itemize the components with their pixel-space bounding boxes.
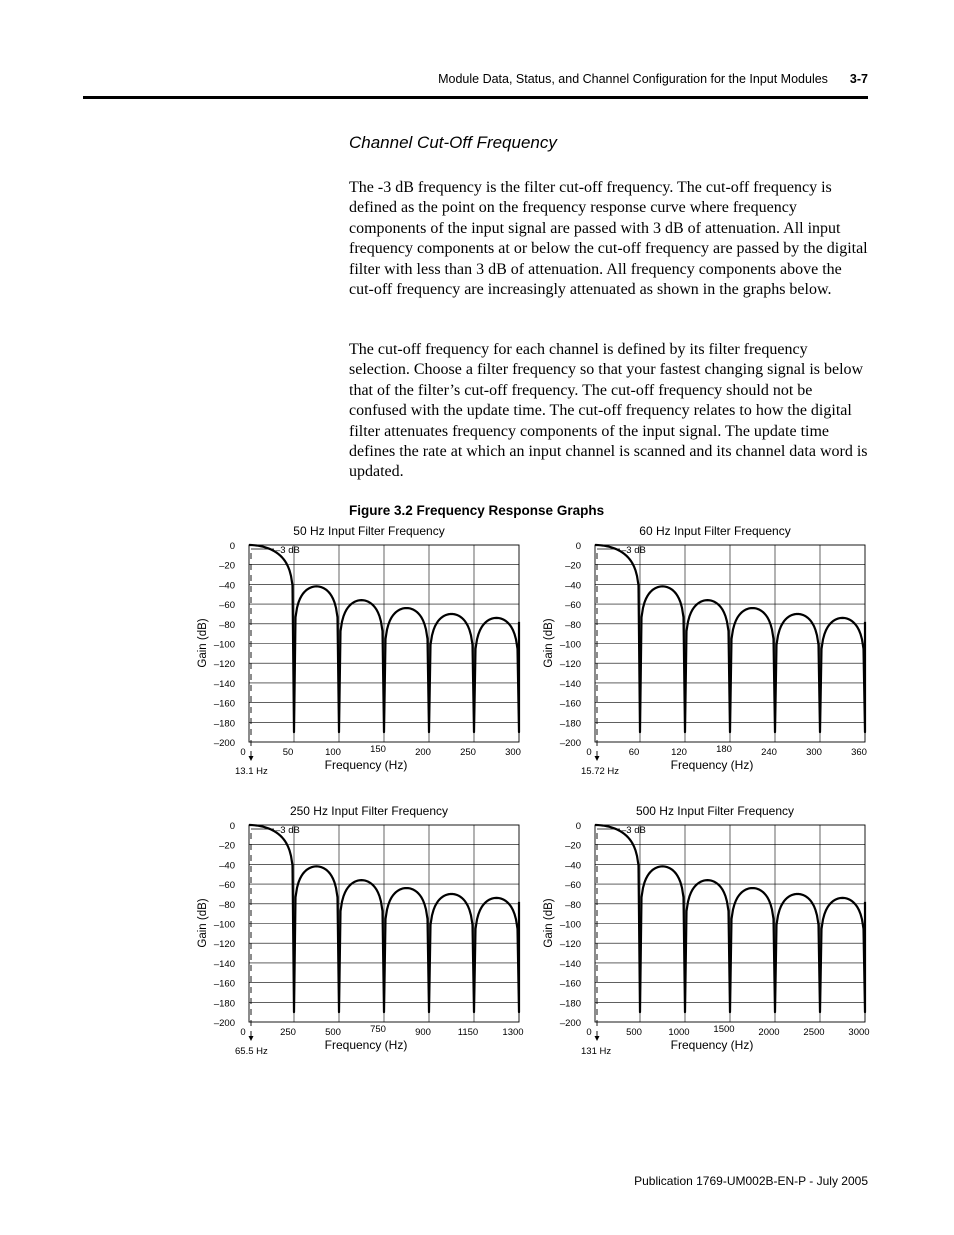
cutoff-marker-arrow	[595, 1036, 600, 1041]
chart-3	[197, 804, 524, 1057]
y-tick-label: –80	[565, 619, 581, 631]
y-tick-label: –160	[213, 978, 235, 990]
x-tick-label: 1150	[457, 1027, 479, 1038]
y-axis-label: Gain (dB)	[543, 618, 555, 668]
cutoff-frequency-label: 15.72 Hz	[581, 766, 620, 777]
chart-4	[543, 804, 870, 1057]
publication-footer: Publication 1769-UM002B-EN-P - July 2005	[634, 1174, 868, 1188]
y-tick-label: –100	[559, 919, 581, 931]
y-tick-label: –120	[559, 659, 581, 671]
x-tick-label: 50	[282, 747, 294, 758]
x-tick-label: 1500	[713, 1024, 735, 1035]
x-tick-label: 200	[415, 747, 431, 758]
x-tick-label: 1000	[668, 1027, 690, 1038]
y-tick-label: 0	[575, 541, 581, 552]
y-tick-label: –160	[559, 698, 581, 710]
y-tick-label: –20	[219, 840, 235, 852]
x-tick-label: 0	[240, 747, 246, 758]
chart-title: 500 Hz Input Filter Frequency	[635, 804, 795, 818]
y-tick-label: 0	[575, 821, 581, 832]
x-tick-label: 0	[586, 747, 592, 758]
x-tick-label: 60	[628, 747, 640, 758]
y-tick-label: –120	[213, 939, 235, 951]
y-tick-label: –100	[213, 919, 235, 931]
page-number: 3-7	[849, 72, 868, 86]
x-tick-label: 300	[806, 747, 822, 758]
y-tick-label: –40	[219, 580, 235, 592]
y-tick-label: –80	[219, 899, 235, 911]
x-tick-label: 300	[505, 747, 521, 758]
y-tick-label: –140	[213, 678, 235, 690]
y-tick-label: –180	[213, 718, 235, 730]
y-tick-label: –200	[213, 1018, 235, 1029]
chart-title: 60 Hz Input Filter Frequency	[639, 524, 791, 538]
cutoff-marker-arrow	[249, 756, 254, 761]
x-tick-label: 120	[671, 747, 687, 758]
y-tick-label: –60	[219, 600, 235, 612]
minus-3db-label: –3 dB	[275, 825, 300, 836]
y-tick-label: –160	[559, 978, 581, 990]
y-tick-label: –80	[219, 619, 235, 631]
y-tick-label: –60	[565, 880, 581, 892]
y-tick-label: –200	[213, 738, 235, 749]
y-tick-label: –120	[213, 659, 235, 671]
y-tick-label: –180	[213, 998, 235, 1010]
x-tick-label: 100	[325, 747, 341, 758]
y-axis-label: Gain (dB)	[197, 618, 209, 668]
section-title: Channel Cut-Off Frequency	[349, 133, 557, 152]
y-tick-label: –140	[213, 958, 235, 970]
y-axis-label: Gain (dB)	[197, 898, 209, 948]
y-tick-label: –40	[565, 860, 581, 872]
x-tick-label: 250	[460, 747, 476, 758]
x-axis-label: Frequency (Hz)	[324, 1038, 408, 1052]
x-tick-label: 0	[240, 1027, 246, 1038]
x-tick-label: 2000	[758, 1027, 780, 1038]
y-tick-label: –140	[559, 958, 581, 970]
x-tick-label: 750	[370, 1024, 386, 1035]
x-axis-label: Frequency (Hz)	[670, 758, 754, 772]
y-axis-label: Gain (dB)	[543, 898, 555, 948]
y-tick-label: –200	[559, 1018, 581, 1029]
x-tick-label: 0	[586, 1027, 592, 1038]
x-tick-label: 3000	[848, 1027, 870, 1038]
cutoff-marker-arrow	[249, 1036, 254, 1041]
x-tick-label: 2500	[803, 1027, 825, 1038]
x-tick-label: 360	[851, 747, 867, 758]
y-tick-label: –20	[219, 560, 235, 572]
x-tick-label: 500	[325, 1027, 341, 1038]
y-tick-label: –60	[219, 880, 235, 892]
y-tick-label: –20	[565, 560, 581, 572]
cutoff-frequency-label: 131 Hz	[581, 1046, 612, 1057]
paragraph-cutoff-selection: The cut-off frequency for each channel is defined by its filter frequency selection. Choose a filter frequency so that your fastest changing signal is below that of the filter’s cut-off frequency. The cut-off frequency should not be confused with the update time. The cut-off frequency relates to how the digital filter attenuates frequency components of the input signal. The update time defines the rate at which an input channel is scanned and its channel data word is updated.	[349, 341, 868, 481]
chart-2	[543, 524, 867, 777]
x-tick-label: 150	[370, 744, 386, 755]
y-tick-label: –20	[565, 840, 581, 852]
cutoff-frequency-label: 65.5 Hz	[235, 1046, 268, 1057]
y-tick-label: –40	[219, 860, 235, 872]
minus-3db-label: –3 dB	[621, 545, 646, 556]
minus-3db-label: –3 dB	[621, 825, 646, 836]
chart-1	[197, 524, 521, 777]
x-axis-label: Frequency (Hz)	[324, 758, 408, 772]
y-tick-label: 0	[229, 821, 235, 832]
minus-3db-label: –3 dB	[275, 545, 300, 556]
header-title: Module Data, Status, and Channel Configuration for the Input Modules	[438, 72, 828, 86]
y-tick-label: –100	[559, 639, 581, 651]
x-tick-label: 240	[761, 747, 777, 758]
y-tick-label: –180	[559, 718, 581, 730]
x-tick-label: 180	[716, 744, 732, 755]
y-tick-label: –120	[559, 939, 581, 951]
x-tick-label: 250	[280, 1027, 296, 1038]
y-tick-label: –200	[559, 738, 581, 749]
y-tick-label: –100	[213, 639, 235, 651]
paragraph-cutoff-definition: The -3 dB frequency is the filter cut-off frequency. The cut-off frequency is defined as the point on the frequency response curve where frequency components of the input signal are passed with 3 dB of attenuation. All input frequency components at or below the cut-off frequency are passed by the digital filter with less than 3 dB of attenuation. All frequency components above the cut-off frequency are increasingly attenuated as shown in the graphs below.	[349, 179, 868, 299]
y-tick-label: –40	[565, 580, 581, 592]
x-tick-label: 900	[415, 1027, 431, 1038]
chart-title: 250 Hz Input Filter Frequency	[289, 804, 449, 818]
y-tick-label: 0	[229, 541, 235, 552]
y-tick-label: –60	[565, 600, 581, 612]
figure-caption: Figure 3.2 Frequency Response Graphs	[349, 503, 605, 518]
cutoff-marker-arrow	[595, 756, 600, 761]
y-tick-label: –140	[559, 678, 581, 690]
cutoff-frequency-label: 13.1 Hz	[235, 766, 268, 777]
x-axis-label: Frequency (Hz)	[670, 1038, 754, 1052]
chart-title: 50 Hz Input Filter Frequency	[293, 524, 445, 538]
x-tick-label: 500	[626, 1027, 642, 1038]
x-tick-label: 1300	[502, 1027, 524, 1038]
y-tick-label: –160	[213, 698, 235, 710]
y-tick-label: –80	[565, 899, 581, 911]
y-tick-label: –180	[559, 998, 581, 1010]
